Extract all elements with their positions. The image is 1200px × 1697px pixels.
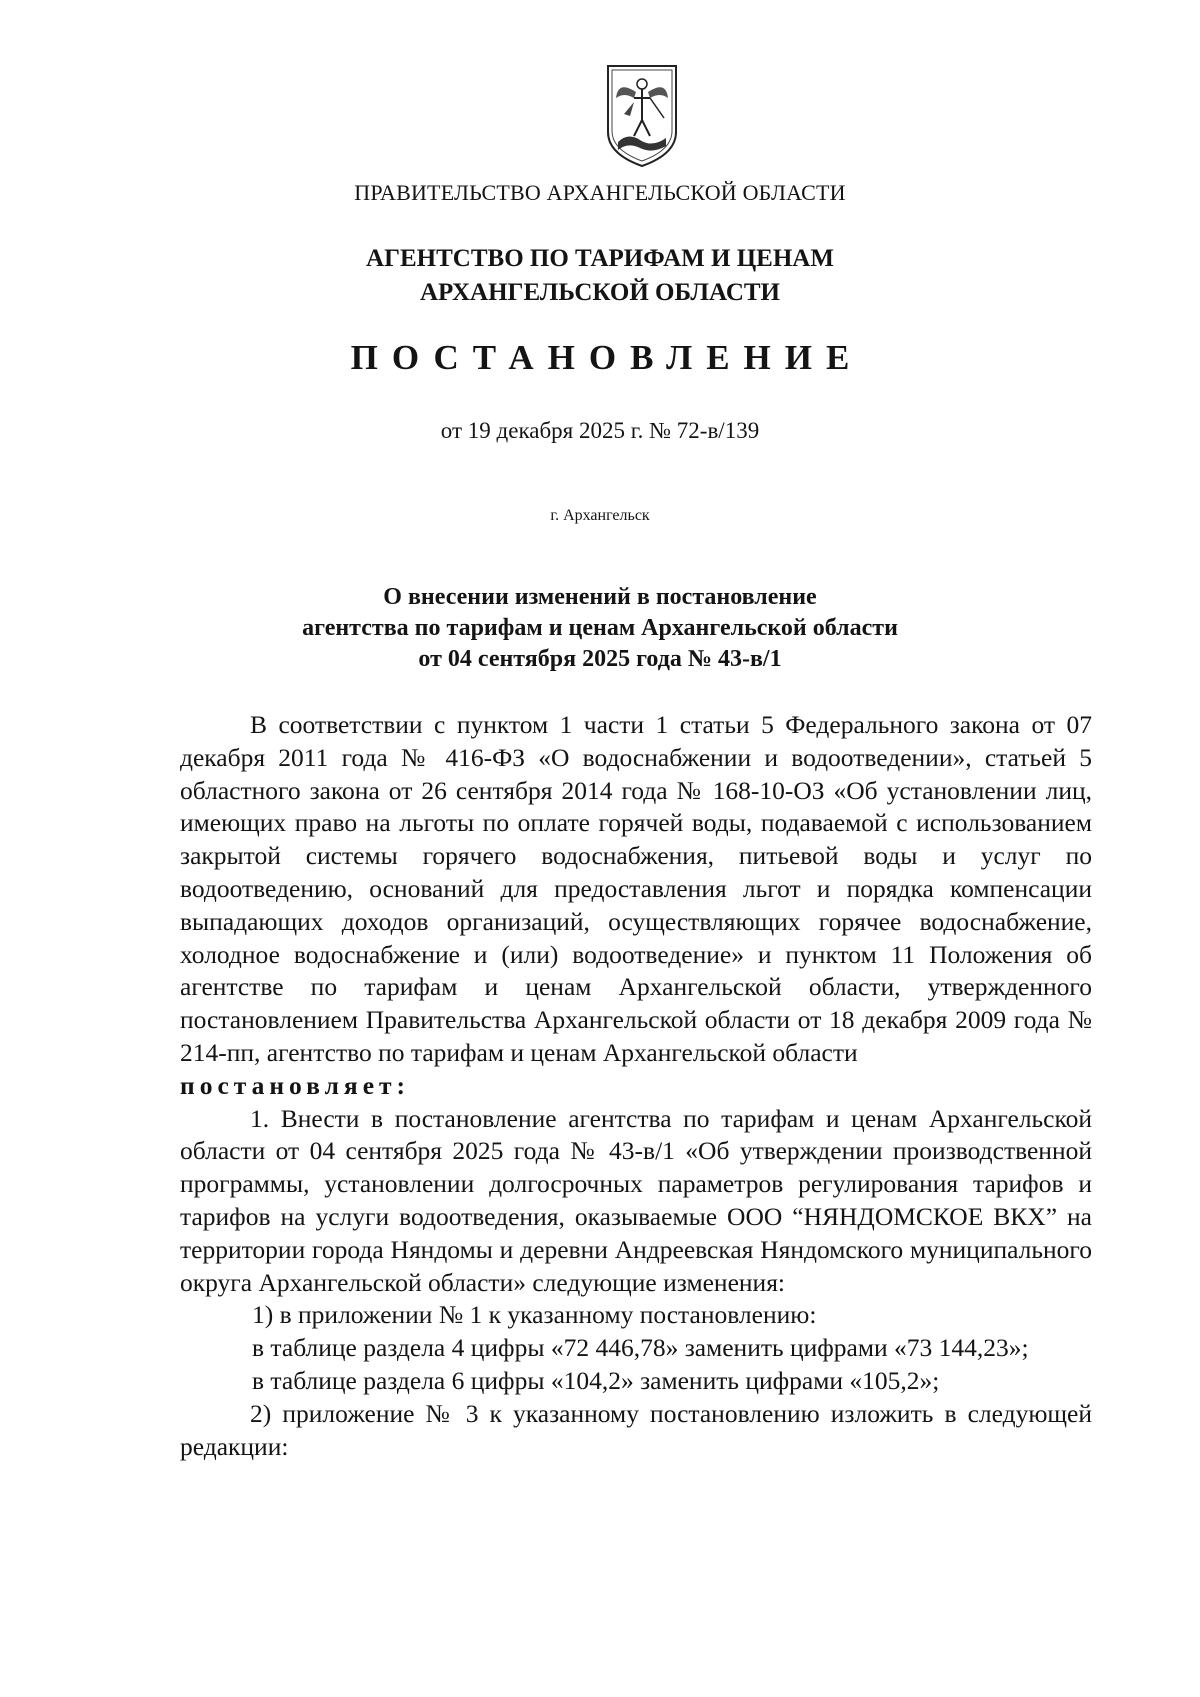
- subitem-2: 2) приложение № 3 к указанному постановлению изложить в следующей редакции:: [180, 1398, 1092, 1461]
- preamble-paragraph: В соответствии с пунктом 1 части 1 статьи 5 Федерального закона от 07 декабря 2011 года № 416-ФЗ «О водоснабжении и водоотведении», статьей 5 областного закона от 26 сентября 2014 года № 168-10-ОЗ «Об установлении лиц, имеющих право на льготы по оплате горячей воды, подаваемой с использованием закрытой системы горячего водоснабжения, питьевой воды и услуг по водоотведению, оснований для предоставления льгот и порядка компенсации выпадающих доходов организаций, осуществляющих горячее водоснабжение, холодное водоснабжение и (или) водоотведение» и пунктом 11 Положения об агентстве по тарифам и ценам Архангельской области, утвержденного постановлением Правительства Архангельской области от 18 декабря 2009 года № 214-пп, агентство по тарифам и ценам Архангельской области: [180, 710, 1092, 1067]
- document-body: [180, 709, 1092, 1463]
- subitem-1b: в таблице раздела 6 цифры «104,2» заменить цифрами «105,2»;: [252, 1365, 940, 1395]
- subitem-1a: в таблице раздела 4 цифры «72 446,78» заменить цифрами «73 144,23»;: [252, 1333, 1029, 1363]
- item-1-paragraph: 1. Внести в постановление агентства по тарифам и ценам Архангельской области от 04 сентября 2025 года № 43-в/1 «Об утверждении производственной программы, установлении долгосрочных параметров регулирования тарифов и тарифов на услуги водоотведения, оказываемые ООО “НЯНДОМСКОЕ ВКХ” на территории города Няндомы и деревни Андреевская Няндомского муниципального округа Архангельской области» следующие изменения:: [180, 1103, 1092, 1297]
- agency-title: [0, 242, 1200, 310]
- subject-line: агентства по тарифам и ценам Архангельской области: [302, 615, 898, 641]
- resolves-word: постановляет:: [180, 1070, 411, 1100]
- document-date-number: от 19 декабря 2025 г. № 72-в/139: [440, 418, 760, 443]
- document-city: г. Архангельск: [550, 507, 650, 524]
- agency-title-line: АГЕНТСТВО ПО ТАРИФАМ И ЦЕНАМ: [366, 245, 834, 272]
- subitem-1: 1) в приложении № 1 к указанному постановлению:: [252, 1300, 817, 1330]
- subject-line: О внесении изменений в постановление: [383, 584, 817, 610]
- coat-of-arms-icon: [604, 62, 680, 168]
- document-type-heading: ПОСТАНОВЛЕНИЕ: [350, 338, 864, 377]
- subject-line: от 04 сентября 2025 года № 43-в/1: [418, 646, 782, 672]
- agency-title-line: АРХАНГЕЛЬСКОЙ ОБЛАСТИ: [420, 279, 780, 306]
- document-subject: [0, 582, 1200, 675]
- government-title: ПРАВИТЕЛЬСТВО АРХАНГЕЛЬСКОЙ ОБЛАСТИ: [354, 180, 846, 205]
